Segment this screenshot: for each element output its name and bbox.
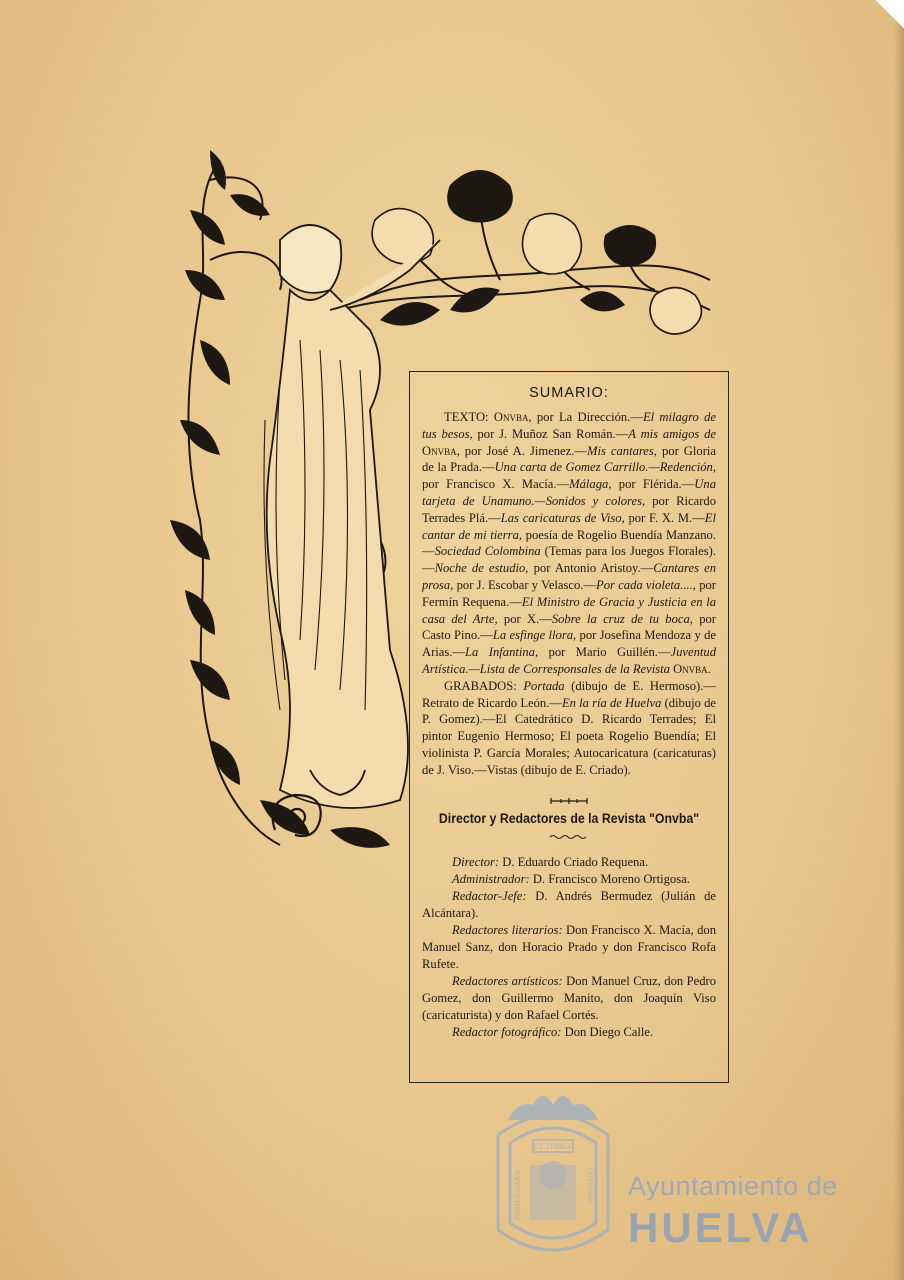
texto-run: La Infantina, <box>465 645 539 660</box>
staff-entry <box>422 888 716 922</box>
staff-names: Don Manuel Cruz, don Pedro Gomez, don Guillermo Manito, don Joaquín Viso (caricaturista) y don Rafael Cortés. <box>422 973 716 1022</box>
texto-run: por J. Escobar y Velasco.— <box>453 577 597 592</box>
texto-run: Las caricaturas de Viso, <box>500 510 625 525</box>
staff-names: D. Francisco Moreno Ortigosa. <box>529 871 690 886</box>
texto-run: El cantar de mi tierra, <box>422 510 716 542</box>
texto-run: La esfinge llora, <box>492 628 577 643</box>
staff-entry <box>422 1024 716 1041</box>
texto-run: Juventud Artística.—Lista de Corresponsales de la Revista <box>422 645 716 676</box>
texto-run: por Gloria de la Prada.— <box>422 443 716 475</box>
texto-run: El milagro de tus besos, <box>422 410 717 441</box>
ornament-divider <box>422 793 716 803</box>
texto-run: Onvba <box>422 443 457 458</box>
texto-label: TEXTO: <box>444 410 489 424</box>
staff-names: D. Eduardo Criado Requena. <box>499 854 649 869</box>
staff-names: D. Andrés Bermudez (Julián de Alcántara). <box>422 888 716 920</box>
staff-role: Redactor-Jefe: <box>452 888 527 903</box>
texto-run: Sobre la cruz de tu boca, <box>551 611 693 626</box>
summary-title: SUMARIO: <box>529 385 609 401</box>
texto-paragraph <box>422 409 716 678</box>
texto-run: por Ricardo Terrades Plá.— <box>422 493 717 525</box>
texto-run: por Mario Guillén.— <box>538 645 671 660</box>
texto-run: Una tarjeta de Unamuno.—Sonidos y colores, <box>422 477 716 508</box>
summary-box <box>409 371 729 1083</box>
texto-run: Onvba <box>493 410 529 424</box>
texto-run: Onvba <box>673 661 708 676</box>
squiggle-ornament <box>422 828 716 840</box>
texto-run: A mis amigos de <box>628 426 716 441</box>
grabados-run: Portada <box>523 678 565 693</box>
grabados-items <box>422 679 716 777</box>
seal-text-right: CUSTODIA <box>586 1168 594 1204</box>
texto-run: por J. Muñoz San Román.— <box>472 426 629 441</box>
staff-entry <box>422 922 716 973</box>
texto-run: poesía de Rogelio Buendía Manzano.— <box>422 527 716 559</box>
watermark-line1: Ayuntamiento de <box>628 1171 838 1201</box>
texto-items <box>422 410 716 676</box>
seal-text-left: PORTUS MARIS <box>514 1169 522 1220</box>
staff-names: Don Diego Calle. <box>561 1024 654 1039</box>
grabados-run: En la ría de Huelva <box>561 695 662 710</box>
staff-role: Redactores literarios: <box>452 922 563 937</box>
staff-entry <box>422 871 716 888</box>
staff-title: Director y Redactores de la Revista "Onvba" <box>438 810 700 826</box>
staff-list <box>422 854 716 1041</box>
texto-run: por F. X. M.— <box>624 510 705 525</box>
folded-corner <box>864 0 904 30</box>
texto-run: por Casto Pino.— <box>422 611 717 643</box>
staff-role: Administrador: <box>452 871 530 886</box>
texto-run: (Temas para los Juegos Florales).— <box>422 544 716 576</box>
texto-run: Mis cantares, <box>586 443 657 458</box>
staff-names: Don Francisco X. Macía, don Manuel Sanz, don Horacio Prado y don Francisco Rofa Rufete. <box>422 922 716 971</box>
texto-run: , por José A. Jimenez.— <box>456 443 587 458</box>
staff-entry <box>422 973 716 1024</box>
texto-run: . <box>707 661 711 676</box>
seal-text-top: ET TERRÆ <box>533 1142 573 1151</box>
texto-run: por Josefina Mendoza y de Arias.— <box>422 628 716 660</box>
texto-run: por Francisco X. Macía.— <box>422 477 570 492</box>
grabados-paragraph <box>422 678 716 779</box>
grabados-run: (dibujo de P. Gomez).—El Catedrático D. Ricardo Terrades; El pintor Eugenio Hermoso; El poeta Rogelio Buendía; El violinista P. García Morales; Autocaricatura (caricaturas) de J. Viso.—Vistas (dibujo de E. Criado). <box>422 695 716 777</box>
texto-run: Una carta de Gomez Carrillo.—Redención, <box>494 460 716 475</box>
watermark-line2: HUELVA <box>628 1204 813 1251</box>
texto-run: Málaga, <box>569 477 612 492</box>
staff-role: Redactores artísticos: <box>452 973 563 988</box>
staff-entry <box>422 854 716 871</box>
page-edge-shadow <box>894 0 904 1280</box>
grabados-label: GRABADOS: <box>444 678 517 693</box>
staff-role: Director: <box>452 854 500 869</box>
texto-run: Por cada violeta...., <box>596 577 696 592</box>
grabados-run: (dibujo de E. Hermoso).—Retrato de Ricardo León.— <box>422 678 716 710</box>
texto-run: Noche de estudio, <box>434 561 529 576</box>
texto-run: Sociedad Colombina <box>434 544 541 559</box>
texto-run: por Antonio Aristoy.— <box>528 561 654 576</box>
texto-run: por X.— <box>497 611 552 626</box>
texto-run: Cantares en prosa, <box>422 561 717 592</box>
texto-run: por Fermín Requena.— <box>422 577 716 609</box>
texto-run: , por La Dirección.— <box>528 410 643 424</box>
texto-run: por Flérida.— <box>611 477 695 492</box>
texto-run: El Ministro de Gracia y Justicia en la casa del Arte, <box>422 594 716 626</box>
staff-role: Redactor fotográfico: <box>452 1024 562 1039</box>
